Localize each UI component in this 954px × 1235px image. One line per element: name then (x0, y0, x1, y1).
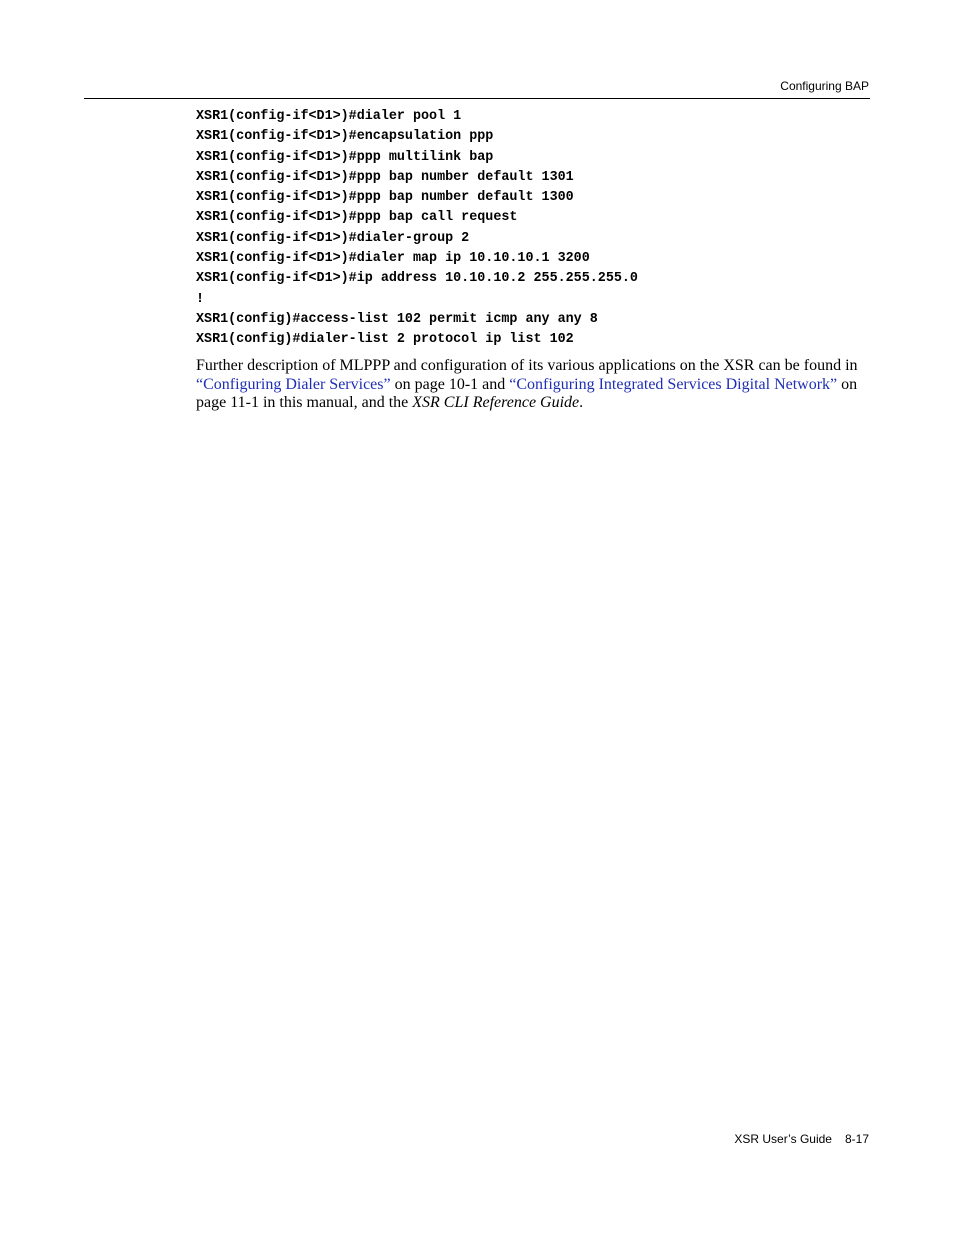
code-line: XSR1(config-if<D1>)#dialer map ip 10.10.10.1 3200 (196, 251, 590, 267)
cli-code-block (196, 107, 638, 351)
code-line: XSR1(config-if<D1>)#dialer-group 2 (196, 230, 470, 246)
paragraph-text: on page 10-1 and (390, 375, 510, 393)
header-rule (84, 98, 870, 99)
code-line: XSR1(config)#access-list 102 permit icmp any any 8 (196, 311, 598, 327)
running-header: Configuring BAP (780, 79, 869, 93)
running-footer (734, 1131, 869, 1147)
code-line: XSR1(config-if<D1>)#ppp multilink bap (196, 149, 494, 165)
code-line: XSR1(config-if<D1>)#dialer pool 1 (196, 109, 462, 124)
guide-title: XSR User’s Guide (734, 1132, 832, 1146)
code-line: XSR1(config-if<D1>)#ppp bap call request (196, 210, 518, 226)
reference-guide-title: XSR CLI Reference Guide (412, 394, 580, 411)
link-configuring-dialer-services[interactable]: “Configuring Dialer Services” (196, 375, 391, 393)
code-line: XSR1(config-if<D1>)#encapsulation ppp (196, 129, 494, 145)
body-paragraph (196, 357, 872, 413)
paragraph-text: on page 11-1 in this manual, and the (196, 375, 858, 411)
page-number: 8-17 (844, 1132, 869, 1146)
code-line: XSR1(config-if<D1>)#ppp bap number default 1301 (196, 169, 574, 185)
link-configuring-isdn[interactable]: “Configuring Integrated Services Digital Network” (509, 375, 838, 393)
code-line: ! (196, 291, 205, 307)
paragraph-text: Further description of MLPPP and configuration of its various applications on the XSR can be found in (196, 357, 858, 374)
paragraph-text: . (579, 394, 584, 411)
code-line: XSR1(config-if<D1>)#ppp bap number default 1300 (196, 190, 574, 206)
code-line: XSR1(config-if<D1>)#ip address 10.10.10.2 255.255.255.0 (196, 271, 638, 287)
code-line: XSR1(config)#dialer-list 2 protocol ip list 102 (196, 332, 574, 348)
